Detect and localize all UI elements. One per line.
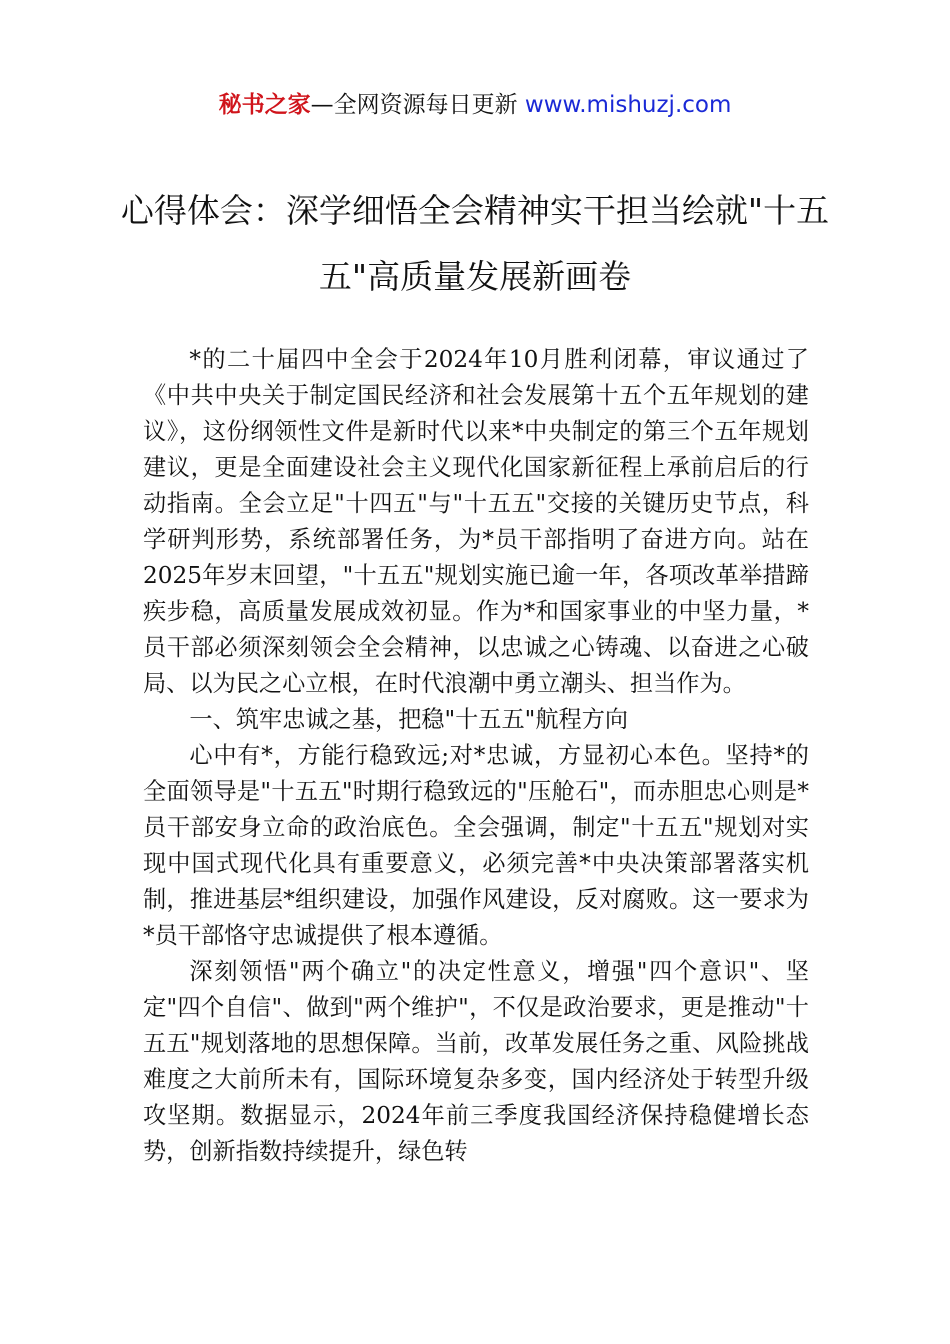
document-body (143, 342, 809, 1170)
header-tagline: —全网资源每日更新 (310, 92, 525, 118)
document-title: 心得体会：深学细悟全会精神实干担当绘就"十五五"高质量发展新画卷 (120, 191, 830, 296)
body-paragraph: 心中有*，方能行稳致远;对*忠诚，方显初心本色。坚持*的全面领导是"十五五"时期行稳致远的"压舱石"，而赤胆忠心则是*员干部安身立命的政治底色。全会强调，制定"十五五"规划对实现中国式现代化具有重要意义，必须完善*中央决策部署落实机制，推进基层*组织建设，加强作风建设，反对腐败。这一要求为*员干部恪守忠诚提供了根本遵循。 (143, 742, 809, 949)
body-paragraph: 深刻领悟"两个确立"的决定性意义，增强"四个意识"、坚定"四个自信"、做到"两个维护"，不仅是政治要求，更是推动"十五五"规划落地的思想保障。当前，改革发展任务之重、风险挑战难度之大前所未有，国际环境复杂多变，国内经济处于转型升级攻坚期。数据显示，2024年前三季度我国经济保持稳健增长态势，创新指数持续提升，绿色转 (143, 958, 809, 1165)
section-heading: 一、筑牢忠诚之基，把稳"十五五"航程方向 (189, 706, 629, 733)
intro-paragraph: *的二十届四中全会于2024年10月胜利闭幕，审议通过了《中共中央关于制定国民经济和社会发展第十五个五年规划的建议》，这份纲领性文件是新时代以来*中央制定的第三个五年规划建议，更是全面建设社会主义现代化国家新征程上承前启后的行动指南。全会立足"十四五"与"十五五"交接的关键历史节点，科学研判形势，系统部署任务，为*员干部指明了奋进方向。站在2025年岁末回望，"十五五"规划实施已逾一年，各项改革举措蹄疾步稳，高质量发展成效初显。作为*和国家事业的中坚力量，*员干部必须深刻领会全会精神，以忠诚之心铸魂、以奋进之心破局、以为民之心立根，在时代浪潮中勇立潮头、担当作为。 (143, 346, 809, 697)
site-url-link[interactable]: www.mishuzj.com (524, 92, 732, 118)
site-header (0, 88, 950, 122)
brand-name: 秘书之家 (218, 92, 311, 118)
